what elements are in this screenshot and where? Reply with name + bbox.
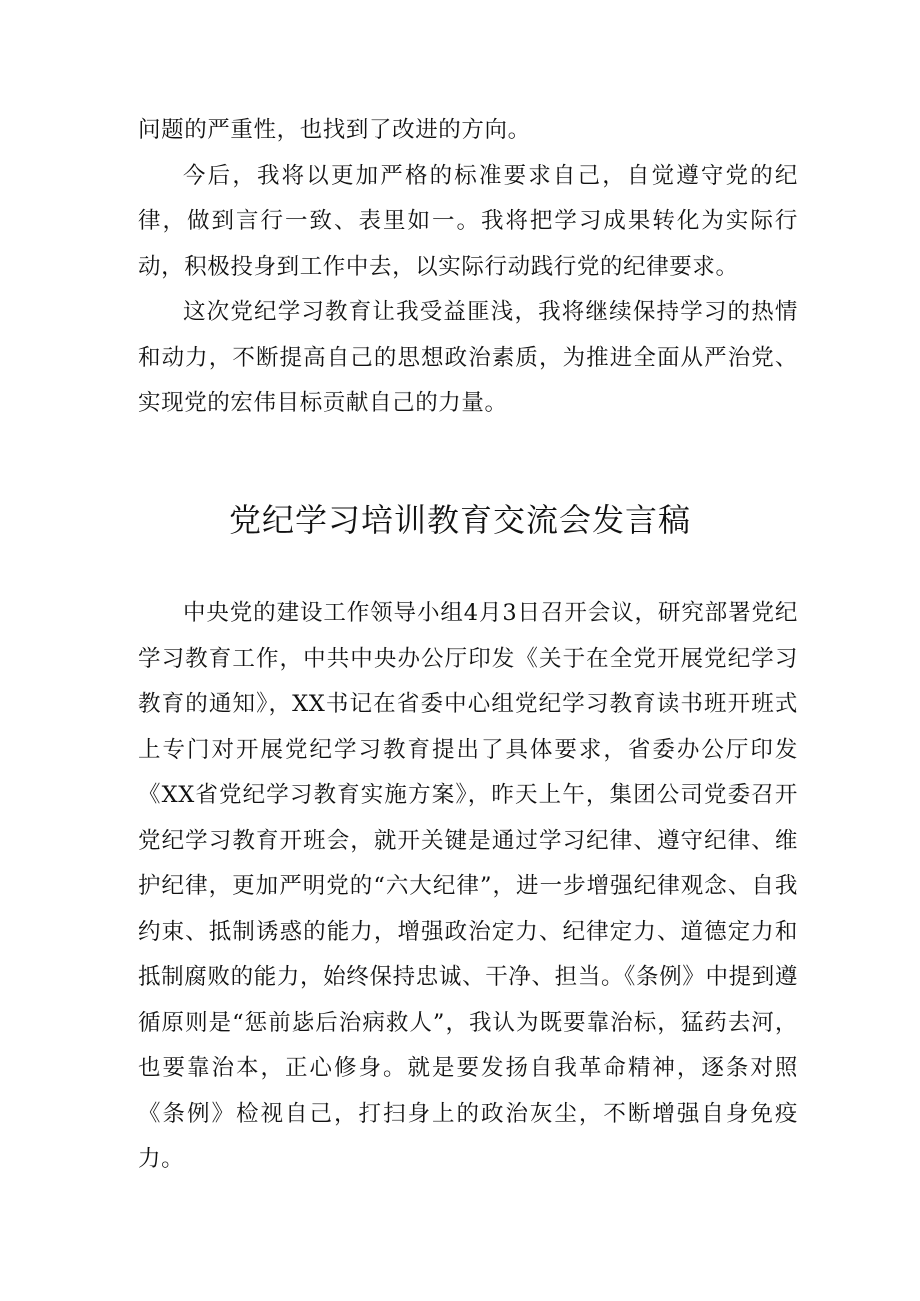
paragraph: 中央党的建设工作领导小组4月3日召开会议，研究部署党纪学习教育工作，中共中央办公厅印发《关于在全党开展党纪学习教育的通知》，XX书记在省委中心组党纪学习教育读书班开班式上专门对开展党纪学习教育提出了具体要求，省委办公厅印发《XX省党纪学习教育实施方案》，昨天上午，集团公司党委召开党纪学习教育开班会，就开关键是通过学习纪律、遵守纪律、维护纪律，更加严明党的“六大纪律”，进一步增强纪律观念、自我约束、抵制诱惑的能力，增强政治定力、纪律定力、道德定力和抵制腐败的能力，始终保持忠诚、干净、担当。《条例》中提到遵循原则是“惩前毖后治病救人”，我认为既要靠治标，猛药去河，也要靠治本，正心修身。就是要发扬自我革命精神，逐条对照《条例》检视自己，打扫身上的政治灰尘，不断增强自身免疫力。 (138, 600, 798, 1172)
paragraph-continuation: 问题的严重性，也找到了改进的方向。 (138, 117, 531, 143)
bottom-text-section (138, 591, 798, 1183)
document-title: 党纪学习培训教育交流会发言稿 (228, 501, 691, 539)
top-text-section (138, 108, 798, 427)
paragraph: 今后，我将以更加严格的标准要求自己，自觉遵守党的纪律，做到言行一致、表里如一。我将把学习成果转化为实际行动，积极投身到工作中去，以实际行动践行党的纪律要求。 (138, 162, 798, 280)
paragraph: 这次党纪学习教育让我受益匪浅，我将继续保持学习的热情和动力，不断提高自己的思想政治素质，为推进全面从严治党、实现党的宏伟目标贡献自己的力量。 (138, 299, 798, 416)
